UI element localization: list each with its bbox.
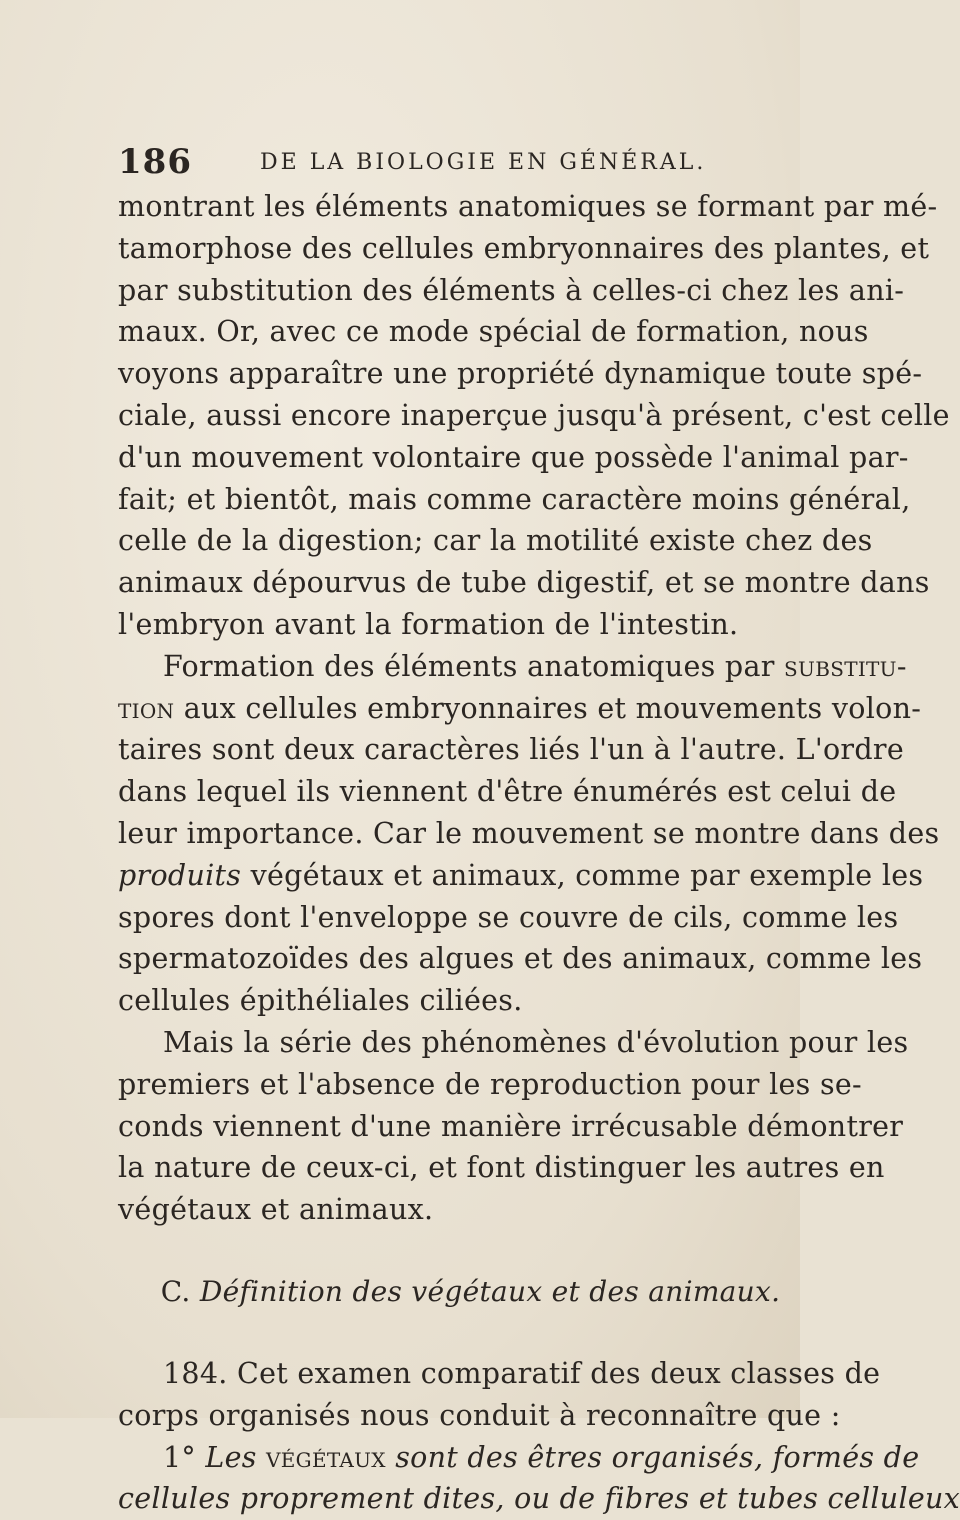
small-caps-run: tion: [118, 691, 175, 725]
running-head: DE LA BIOLOGIE EN GÉNÉRAL.: [260, 150, 707, 175]
text-line: d'un mouvement volontaire que possède l'animal par-: [118, 440, 909, 474]
small-caps-run: végétaux: [266, 1440, 386, 1474]
text-line: [118, 855, 924, 897]
paragraph-3: [118, 1022, 909, 1231]
text-line: premiers et l'absence de reproduction pour les se-: [118, 1067, 862, 1101]
section-heading: [118, 1262, 783, 1322]
text-line: leur importance. Car le mouvement se montre dans des: [118, 816, 940, 850]
text-line: Mais la série des phénomènes d'évolution pour les: [163, 1025, 909, 1059]
text-line: spores dont l'enveloppe se couvre de cils, comme les: [118, 900, 899, 934]
text-line: taires sont deux caractères liés l'un à l'autre. L'ordre: [118, 733, 904, 767]
text-line: la nature de ceux-ci, et font distinguer les autres en: [118, 1151, 885, 1185]
text-line: cellules épithéliales ciliées.: [118, 984, 523, 1018]
italic-run: sont des êtres organisés, formés de: [385, 1440, 920, 1474]
text-line: spermatozoïdes des algues et des animaux, comme les: [118, 942, 923, 976]
italic-run: produits: [118, 858, 242, 892]
text-run: végétaux et animaux, comme par exemple les: [241, 858, 924, 892]
page-header: [118, 142, 778, 182]
text-line: [118, 688, 922, 730]
spacer: [118, 1322, 783, 1353]
text-line: dans lequel ils viennent d'être énumérés est celui de: [118, 775, 897, 809]
section-title-text: Définition des végétaux et des animaux.: [199, 1274, 781, 1308]
text-line: végétaux et animaux.: [118, 1193, 434, 1227]
text-run: aux cellules embryonnaires et mouvements volon-: [174, 691, 922, 725]
text-line: conds viennent d'une manière irrécusable démontrer: [118, 1109, 904, 1143]
page-number: 186: [118, 142, 192, 182]
text-line: 184. Cet examen comparatif des deux classes de: [163, 1356, 881, 1390]
paragraph-5: [118, 1437, 960, 1520]
text-line: fait; et bientôt, mais comme caractère moins général,: [118, 482, 911, 516]
paragraph-1: [118, 186, 950, 646]
text-line: par substitution des éléments à celles-ci chez les ani-: [118, 273, 905, 307]
text-line: maux. Or, avec ce mode spécial de formation, nous: [118, 315, 869, 349]
text-line: celle de la digestion; car la motilité existe chez des: [118, 524, 873, 558]
page-body: [118, 186, 960, 1520]
item-number: 1°: [163, 1440, 206, 1474]
section-letter: C.: [160, 1274, 191, 1308]
small-caps-run: substitu-: [784, 649, 907, 683]
text-line: tamorphose des cellules embryonnaires des plantes, et: [118, 231, 930, 265]
text-line: ciale, aussi encore inaperçue jusqu'à présent, c'est celle: [118, 398, 950, 432]
text-line: corps organisés nous conduit à reconnaître que :: [118, 1398, 841, 1432]
text-line: montrant les éléments anatomiques se formant par mé-: [118, 190, 938, 223]
text-run: Formation des éléments anatomiques par: [163, 649, 785, 683]
text-line: [118, 1437, 920, 1479]
text-line: [118, 646, 907, 688]
spacer: [118, 1231, 783, 1262]
paragraph-2: [118, 646, 940, 1022]
text-line: voyons apparaître une propriété dynamique toute spé-: [118, 357, 923, 391]
paragraph-4: [118, 1353, 881, 1437]
text-line: animaux dépourvus de tube digestif, et se montre dans: [118, 566, 930, 600]
italic-run: Les: [205, 1440, 267, 1474]
text-line: cellules proprement dites, ou de fibres et tubes celluleux: [118, 1482, 960, 1516]
text-line: l'embryon avant la formation de l'intestin.: [118, 607, 739, 641]
